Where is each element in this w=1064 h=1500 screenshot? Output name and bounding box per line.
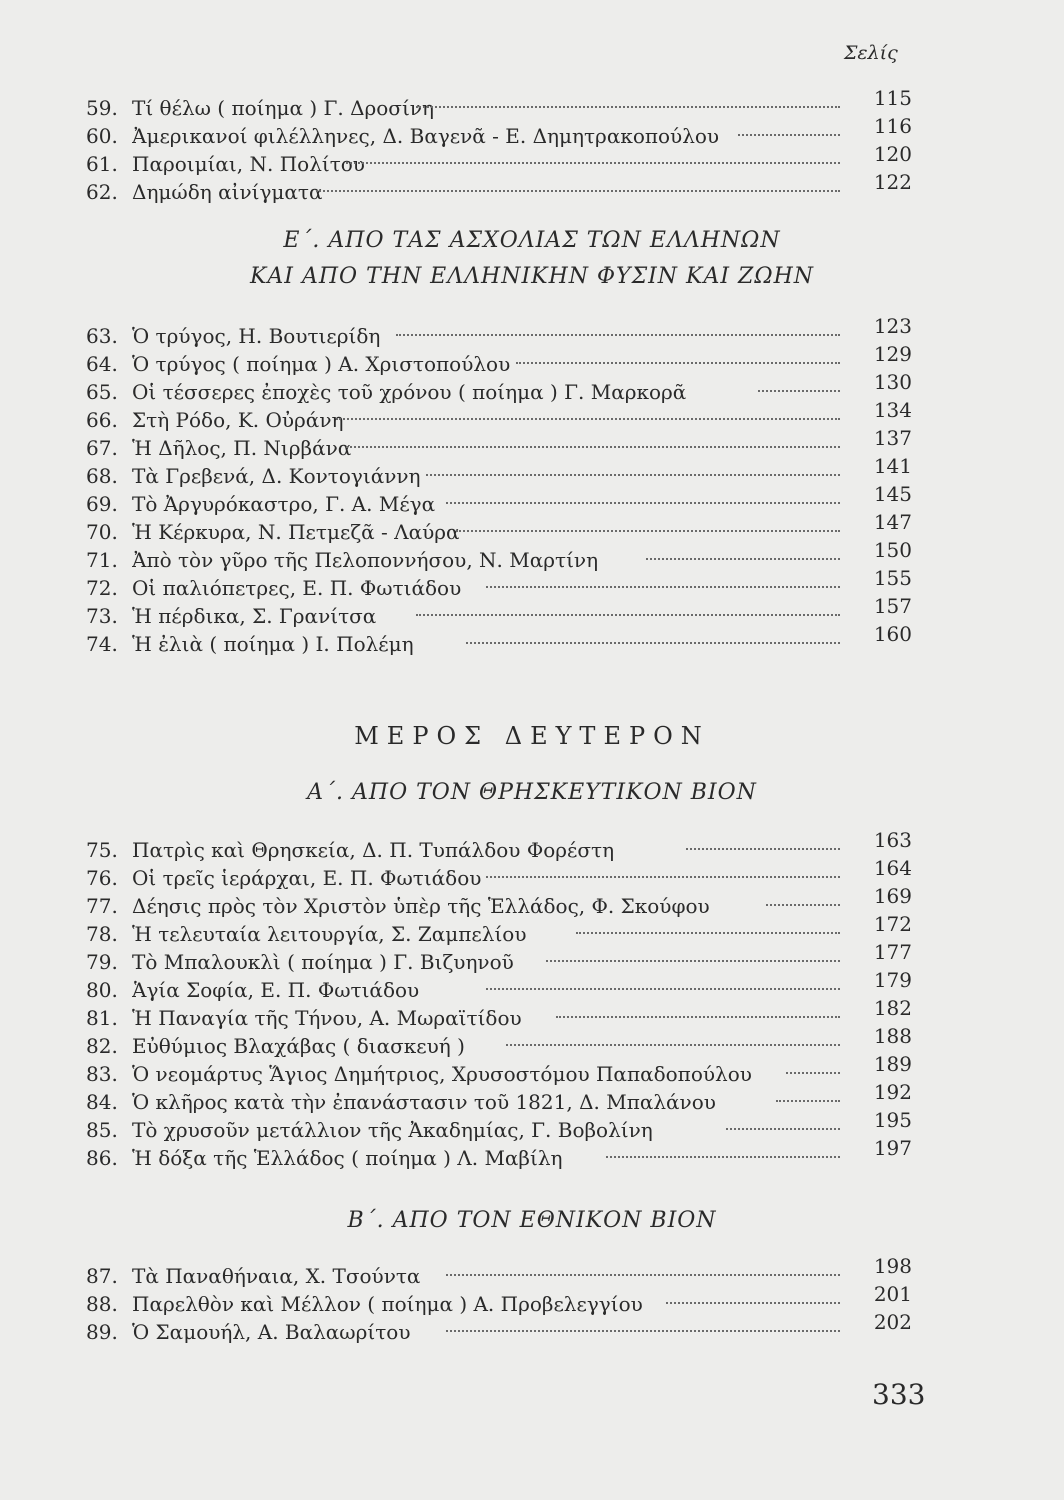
dot-leader — [396, 334, 840, 336]
entry-page: 120 — [873, 142, 912, 166]
entry-page: 147 — [873, 510, 912, 534]
entry-title: Παρελθὸν καὶ Μέλλον ( ποίημα ) Α. Προβελεγγίου — [132, 1292, 643, 1316]
entry-title: Παροιμίαι, Ν. Πολίτου — [132, 152, 365, 176]
entry-number: 88. — [86, 1292, 118, 1316]
dot-leader — [416, 106, 840, 108]
page-column-header: Σελίς — [844, 42, 898, 64]
toc-entry — [86, 170, 912, 206]
entry-page: 189 — [873, 1052, 912, 1076]
dot-leader — [346, 446, 840, 448]
entry-page: 160 — [873, 622, 912, 646]
entry-title: Στὴ Ρόδο, Κ. Οὐράνη — [132, 408, 344, 432]
dot-leader — [316, 190, 840, 192]
entry-page: 123 — [873, 314, 912, 338]
entry-title: Οἱ τέσσερες ἐποχὲς τοῦ χρόνου ( ποίημα ) Γ. Μαρκορᾶ — [132, 380, 687, 404]
entry-page: 202 — [873, 1310, 912, 1334]
entry-number: 63. — [86, 324, 118, 348]
entry-title: Ἡ πέρδικα, Σ. Γρανίτσα — [132, 604, 377, 628]
entry-page: 201 — [873, 1282, 912, 1306]
entry-page: 169 — [873, 884, 912, 908]
entry-number: 72. — [86, 576, 118, 600]
dot-leader — [486, 876, 840, 878]
toc-entry — [86, 426, 912, 462]
toc-entry — [86, 370, 912, 406]
dot-leader — [646, 558, 840, 560]
entry-title: Τὰ Γρεβενά, Δ. Κοντογιάννη — [132, 464, 421, 488]
entry-number: 86. — [86, 1146, 118, 1170]
entry-title: Ὁ τρύγος ( ποίημα ) Α. Χριστοπούλου — [132, 352, 511, 376]
entry-page: 198 — [873, 1254, 912, 1278]
entry-number: 62. — [86, 180, 118, 204]
entry-title: Πατρὶς καὶ Θρησκεία, Δ. Π. Τυπάλδου Φορέστη — [132, 838, 615, 862]
toc-entry — [86, 1108, 912, 1144]
entry-title: Ὁ νεομάρτυς Ἅγιος Δημήτριος, Χρυσοστόμου Παπαδοπούλου — [132, 1062, 752, 1086]
entry-page: 122 — [873, 170, 912, 194]
dot-leader — [516, 362, 840, 364]
entry-page: 141 — [873, 454, 912, 478]
dot-leader — [486, 988, 840, 990]
dot-leader — [786, 1072, 840, 1074]
entry-page: 188 — [873, 1024, 912, 1048]
entry-number: 68. — [86, 464, 118, 488]
entry-page: 197 — [873, 1136, 912, 1160]
dot-leader — [446, 1330, 840, 1332]
entry-number: 79. — [86, 950, 118, 974]
entry-title: Τὸ Ἀργυρόκαστρο, Γ. Α. Μέγα — [132, 492, 436, 516]
toc-entry — [86, 594, 912, 630]
dot-leader — [546, 960, 840, 962]
toc-entry — [86, 538, 912, 574]
entry-number: 81. — [86, 1006, 118, 1030]
entry-title: Ἡ δόξα τῆς Ἑλλάδος ( ποίημα ) Λ. Μαβίλη — [132, 1146, 563, 1170]
toc-entry — [86, 454, 912, 490]
entry-title: Ἡ ἐλιὰ ( ποίημα ) Ι. Πολέμη — [132, 632, 414, 656]
dot-leader — [416, 614, 840, 616]
dot-leader — [446, 1274, 840, 1276]
toc-entry — [86, 482, 912, 518]
entry-title: Ἁγία Σοφία, Ε. Π. Φωτιάδου — [132, 978, 420, 1002]
toc-entry — [86, 114, 912, 150]
entry-page: 195 — [873, 1108, 912, 1132]
entry-page: 179 — [873, 968, 912, 992]
toc-entry — [86, 996, 912, 1032]
entry-number: 59. — [86, 96, 118, 120]
dot-leader — [576, 932, 840, 934]
entry-number: 82. — [86, 1034, 118, 1058]
entry-page: 134 — [873, 398, 912, 422]
toc-entry — [86, 342, 912, 378]
toc-entry — [86, 510, 912, 546]
toc-entry — [86, 1136, 912, 1172]
entry-title: Δέησις πρὸς τὸν Χριστὸν ὑπὲρ τῆς Ἑλλάδος, Φ. Σκούφου — [132, 894, 710, 918]
entry-title: Οἱ παλιόπετρες, Ε. Π. Φωτιάδου — [132, 576, 462, 600]
toc-entry — [86, 884, 912, 920]
entry-title: Ἡ τελευταία λειτουργία, Σ. Ζαμπελίου — [132, 922, 527, 946]
entry-number: 69. — [86, 492, 118, 516]
entry-title: Τὰ Παναθήναια, Χ. Τσούντα — [132, 1264, 421, 1288]
entry-title: Ὁ τρύγος, Η. Βουτιερίδη — [132, 324, 381, 348]
entry-page: 130 — [873, 370, 912, 394]
toc-entry — [86, 1282, 912, 1318]
section-heading: Α΄. ΑΠΟ ΤΟΝ ΘΡΗΣΚΕΥΤΙΚΟΝ ΒΙΟΝ — [307, 780, 757, 805]
dot-leader — [726, 1128, 840, 1130]
entry-page: 150 — [873, 538, 912, 562]
entry-page: 129 — [873, 342, 912, 366]
dot-leader — [506, 1044, 840, 1046]
entry-page: 164 — [873, 856, 912, 880]
toc-entry — [86, 566, 912, 602]
dot-leader — [606, 1156, 840, 1158]
entry-number: 77. — [86, 894, 118, 918]
entry-number: 87. — [86, 1264, 118, 1288]
toc-entry — [86, 1052, 912, 1088]
entry-number: 85. — [86, 1118, 118, 1142]
toc-entry — [86, 856, 912, 892]
entry-title: Εὐθύμιος Βλαχάβας ( διασκευή ) — [132, 1034, 465, 1058]
entry-page: 145 — [873, 482, 912, 506]
page-number: 333 — [872, 1378, 926, 1411]
entry-title: Ἡ Κέρκυρα, Ν. Πετμεζᾶ - Λαύρα — [132, 520, 460, 544]
dot-leader — [556, 1016, 840, 1018]
entry-title: Ἡ Παναγία τῆς Τήνου, Α. Μωραϊτίδου — [132, 1006, 522, 1030]
entry-page: 192 — [873, 1080, 912, 1104]
entry-number: 80. — [86, 978, 118, 1002]
entry-number: 70. — [86, 520, 118, 544]
entry-title: Ἀμερικανοί φιλέλληνες, Δ. Βαγενᾶ - Ε. Δημητρακοπούλου — [132, 124, 720, 148]
entry-title: Τὸ Μπαλουκλὶ ( ποίημα ) Γ. Βιζυηνοῦ — [132, 950, 514, 974]
entry-page: 172 — [873, 912, 912, 936]
toc-entry — [86, 1310, 912, 1346]
toc-entry — [86, 1080, 912, 1116]
dot-leader — [758, 390, 840, 392]
dot-leader — [336, 418, 840, 420]
dot-leader — [666, 1302, 840, 1304]
entry-title: Δημώδη αἰνίγματα — [132, 180, 323, 204]
entry-page: 182 — [873, 996, 912, 1020]
entry-number: 84. — [86, 1090, 118, 1114]
entry-number: 61. — [86, 152, 118, 176]
dot-leader — [446, 502, 840, 504]
entry-number: 75. — [86, 838, 118, 862]
entry-title: Ὁ κλῆρος κατὰ τὴν ἐπανάστασιν τοῦ 1821, Δ. Μπαλάνου — [132, 1090, 716, 1114]
dot-leader — [686, 848, 840, 850]
entry-number: 71. — [86, 548, 118, 572]
dot-leader — [456, 530, 840, 532]
entry-number: 74. — [86, 632, 118, 656]
dot-leader — [486, 586, 840, 588]
toc-entry — [86, 1254, 912, 1290]
entry-page: 177 — [873, 940, 912, 964]
entry-number: 73. — [86, 604, 118, 628]
entry-title: Ὁ Σαμουήλ, Α. Βαλαωρίτου — [132, 1320, 411, 1344]
entry-number: 76. — [86, 866, 118, 890]
dot-leader — [776, 1100, 840, 1102]
entry-page: 163 — [873, 828, 912, 852]
toc-entry — [86, 968, 912, 1004]
entry-number: 65. — [86, 380, 118, 404]
dot-leader — [466, 642, 840, 644]
entry-title: Τί θέλω ( ποίημα ) Γ. Δροσίνη — [132, 96, 434, 120]
entry-number: 66. — [86, 408, 118, 432]
entry-number: 83. — [86, 1062, 118, 1086]
toc-entry — [86, 912, 912, 948]
entry-page: 137 — [873, 426, 912, 450]
toc-entry — [86, 1024, 912, 1060]
entry-title: Ἡ Δῆλος, Π. Νιρβάνα — [132, 436, 352, 460]
entry-number: 89. — [86, 1320, 118, 1344]
toc-entry — [86, 142, 912, 178]
entry-page: 116 — [873, 114, 912, 138]
entry-number: 64. — [86, 352, 118, 376]
entry-page: 155 — [873, 566, 912, 590]
dot-leader — [766, 904, 840, 906]
section-heading: Β΄. ΑΠΟ ΤΟΝ ΕΘΝΙΚΟΝ ΒΙΟΝ — [347, 1208, 717, 1233]
entry-number: 67. — [86, 436, 118, 460]
toc-entry — [86, 398, 912, 434]
section-heading: Ε΄. ΑΠΟ ΤΑΣ ΑΣΧΟΛΙΑΣ ΤΩΝ ΕΛΛΗΝΩΝ — [283, 228, 781, 253]
toc-entry — [86, 828, 912, 864]
dot-leader — [738, 134, 840, 136]
dot-leader — [346, 162, 840, 164]
section-heading: ΚΑΙ ΑΠΟ ΤΗΝ ΕΛΛΗΝΙΚΗΝ ΦΥΣΙΝ ΚΑΙ ΖΩΗΝ — [249, 264, 815, 289]
toc-entry — [86, 86, 912, 122]
entry-number: 78. — [86, 922, 118, 946]
toc-entry — [86, 940, 912, 976]
entry-page: 115 — [873, 86, 912, 110]
entry-page: 157 — [873, 594, 912, 618]
entry-title: Οἱ τρεῖς ἱεράρχαι, Ε. Π. Φωτιάδου — [132, 866, 482, 890]
toc-entry — [86, 622, 912, 658]
entry-title: Τὸ χρυσοῦν μετάλλιον τῆς Ἀκαδημίας, Γ. Βοβολίνη — [132, 1118, 653, 1142]
toc-entry — [86, 314, 912, 350]
dot-leader — [426, 474, 840, 476]
part-title: ΜΕΡΟΣ ΔΕΥΤΕΡΟΝ — [354, 722, 710, 750]
entry-title: Ἀπὸ τὸν γῦρο τῆς Πελοποννήσου, Ν. Μαρτίνη — [132, 548, 599, 572]
entry-number: 60. — [86, 124, 118, 148]
